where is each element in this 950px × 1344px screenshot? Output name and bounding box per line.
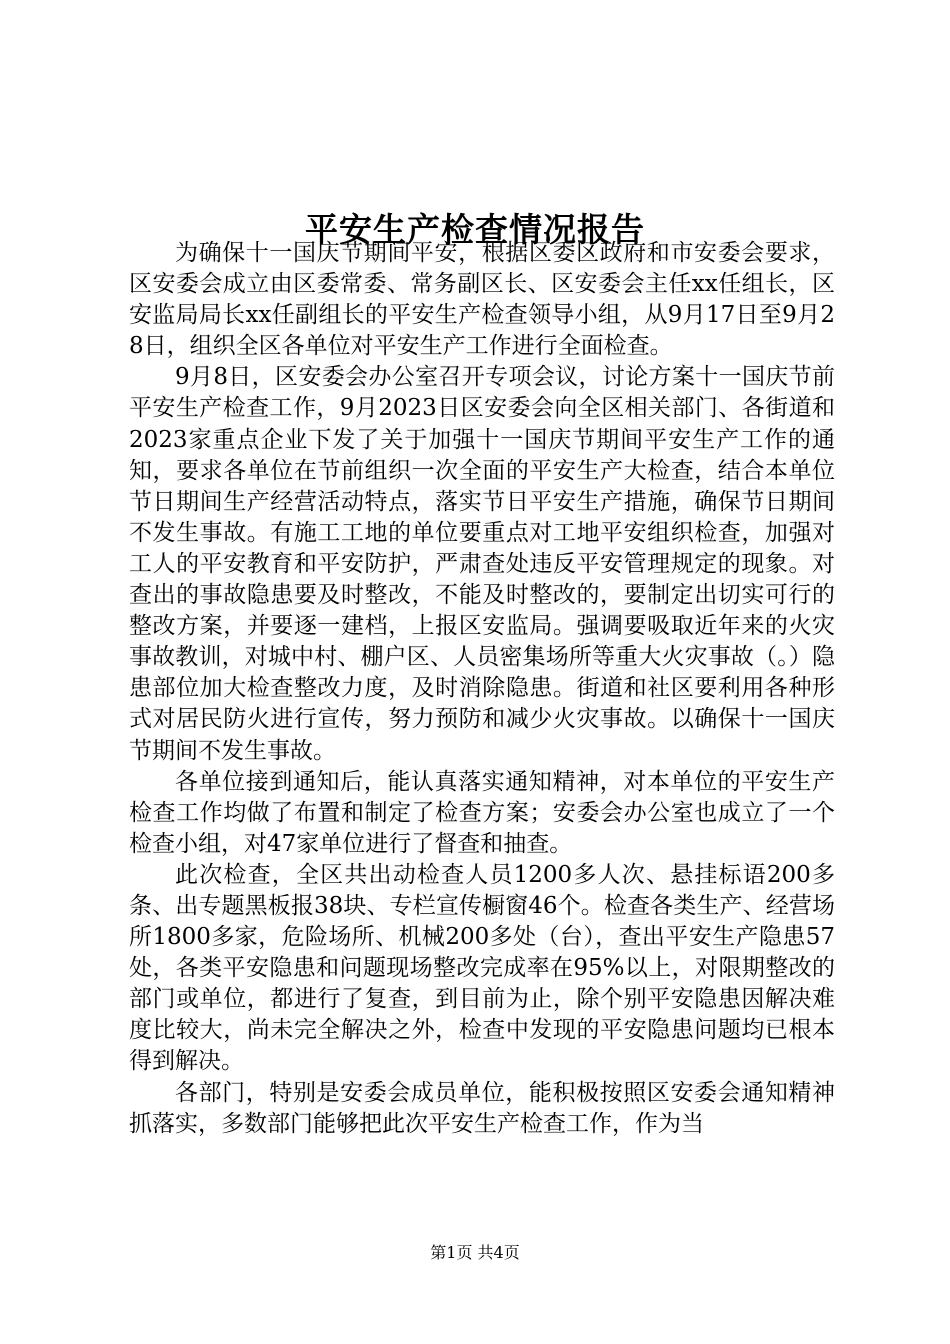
paragraph-3: 各单位接到通知后，能认真落实通知精神，对本单位的平安生产检查工作均做了布置和制定了检查方案；安委会办公室也成立了一个检查小组，对47家单位进行了督查和抽查。 <box>129 768 835 857</box>
paragraph-1: 为确保十一国庆节期间平安，根据区委区政府和市安委会要求，区安委会成立由区委常委、常务副区长、区安委会主任xx任组长，区安监局局长xx任副组长的平安生产检查领导小组，从9月17日至9月28日，组织全区各单位对平安生产工作进行全面检查。 <box>129 240 835 360</box>
document-body <box>129 238 835 1140</box>
paragraph-5: 各部门，特别是安委会成员单位，能积极按照区安委会通知精神抓落实，多数部门能够把此次平安生产检查工作，作为当 <box>129 1079 835 1137</box>
page-footer: 第1页 共4页 <box>430 1243 520 1262</box>
document-title: 平安生产检查情况报告 <box>305 210 645 250</box>
paragraph-2: 9月8日，区安委会办公室召开专项会议，讨论方案十一国庆节前平安生产检查工作，9月2023日区安委会向全区相关部门、各街道和2023家重点企业下发了关于加强十一国庆节期间平安生产工作的通知，要求各单位在节前组织一次全面的平安生产大检查，结合本单位节日期间生产经营活动特点，落实节日平安生产措施，确保节日期间不发生事故。有施工工地的单位要重点对工地平安组织检查，加强对工人的平安教育和平安防护，严肃查处违反平安管理规定的现象。对查出的事故隐患要及时整改，不能及时整改的，要制定出切实可行的整改方案，并要逐一建档，上报区安监局。强调要吸取近年来的火灾事故教训，对城中村、棚户区、人员密集场所等重大火灾事故（。）隐患部位加大检查整改力度，及时消除隐患。街道和社区要利用各种形式对居民防火进行宣传，努力预防和减少火灾事故。以确保十一国庆节期间不发生事故。 <box>129 364 835 764</box>
paragraph-4: 此次检查，全区共出动检查人员1200多人次、悬挂标语200多条、出专题黑板报38块、专栏宣传橱窗46个。检查各类生产、经营场所1800多家，危险场所、机械200多处（台），查出平安生产隐患57处，各类平安隐患和问题现场整改完成率在95%以上，对限期整改的部门或单位，都进行了复查，到目前为止，除个别平安隐患因解决难度比较大，尚未完全解决之外，检查中发现的平安隐患问题均已根本得到解决。 <box>129 861 835 1075</box>
